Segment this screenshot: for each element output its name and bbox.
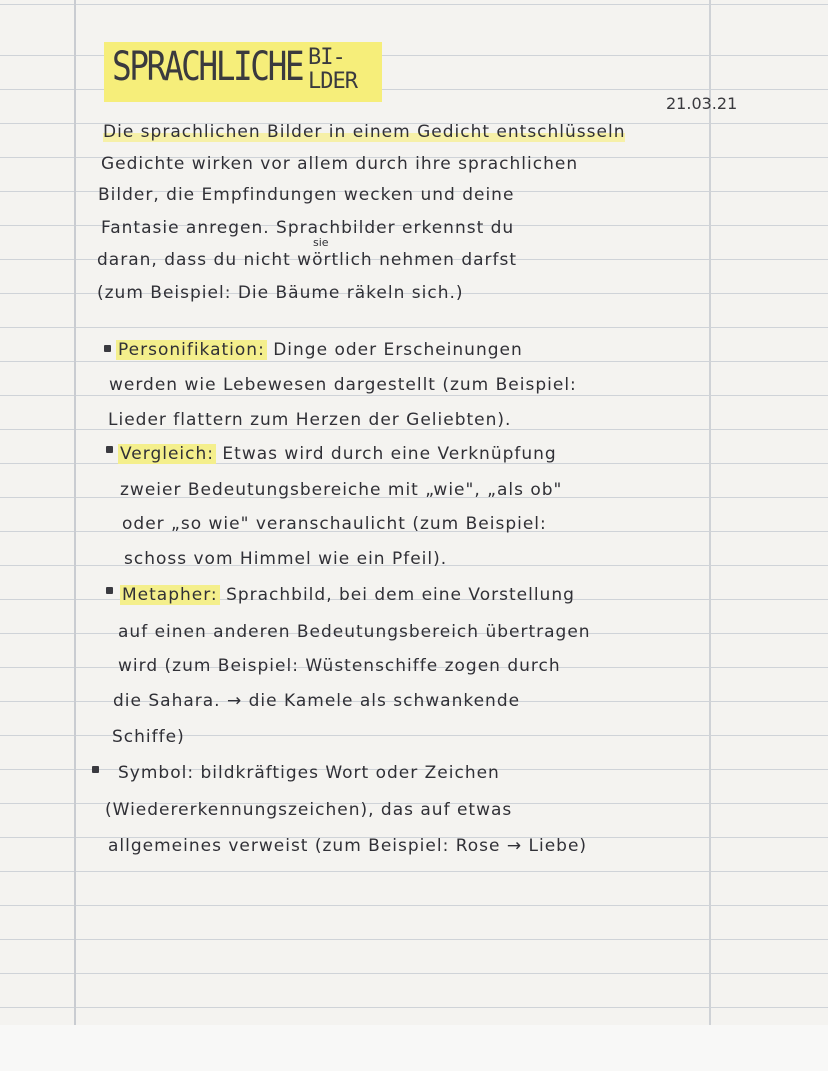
page-bottom-edge [0,1025,828,1071]
bullet-icon [106,587,113,594]
bullet-icon [106,446,113,453]
bullet-icon [104,345,111,352]
intro-line-2: Gedichte wirken vor allem durch ihre sprachlichen [101,154,579,174]
bullet-icon [92,766,99,773]
intro-line-5: daran, dass du nicht wörtlich nehmen darfst [97,250,518,270]
intro-line-1 [103,122,625,142]
metapher-line-4: die Sahara. → die Kamele als schwankende [113,691,521,711]
personifikation-line-3: Lieder flattern zum Herzen der Geliebten). [108,410,512,430]
date: 21.03.21 [666,94,738,113]
page-title: SPRACHLICHE [112,44,303,90]
intro-line-6: (zum Beispiel: Die Bäume räkeln sich.) [97,283,464,303]
page-title-suffix [308,46,357,94]
intro-line-4: Fantasie anregen. Sprachbilder erkennst du [101,218,515,238]
vergleich-term: Vergleich: [120,444,215,464]
left-margin-line [74,0,76,1030]
insert-caret-word: sie [313,236,329,249]
title-highlight [104,42,382,102]
symbol-line-1 [118,763,500,783]
symbol-term: Symbol: [118,763,195,783]
title-suffix-line-2: LDER [308,69,357,94]
vergleich-line-2: zweier Bedeutungsbereiche mit „wie", „als ob" [120,480,563,500]
metapher-text-1: Sprachbild, bei dem eine Vorstellung [226,585,575,605]
metapher-term: Metapher: [122,585,218,605]
symbol-line-2: (Wiedererkennungszeichen), das auf etwas [105,800,513,820]
personifikation-line-1 [116,340,523,360]
vergleich-line-3: oder „so wie" veranschaulicht (zum Beispiel: [122,514,547,534]
personifikation-text-1: Dinge oder Erscheinungen [273,340,523,360]
metapher-line-2: auf einen anderen Bedeutungsbereich übertragen [118,622,591,642]
vergleich-line-4: schoss vom Himmel wie ein Pfeil). [124,549,448,569]
right-margin-line [709,0,711,1030]
intro-line-3: Bilder, die Empfindungen wecken und deine [98,185,515,205]
symbol-text-1: bildkräftiges Wort oder Zeichen [200,763,500,783]
vergleich-text-1: Etwas wird durch eine Verknüpfung [222,444,557,464]
symbol-line-3: allgemeines verweist (zum Beispiel: Rose → Liebe) [108,836,588,856]
metapher-line-1 [120,585,575,605]
personifikation-line-2: werden wie Lebewesen dargestellt (zum Beispiel: [109,375,577,395]
title-suffix-line-1: BI- [308,45,345,70]
metapher-line-5: Schiffe) [112,727,185,747]
intro-line-1-text: Die sprachlichen Bilder in einem Gedicht entschlüsseln [103,122,626,142]
vergleich-line-1 [118,444,557,464]
metapher-line-3: wird (zum Beispiel: Wüstenschiffe zogen durch [118,656,561,676]
personifikation-term: Personifikation: [118,340,265,360]
